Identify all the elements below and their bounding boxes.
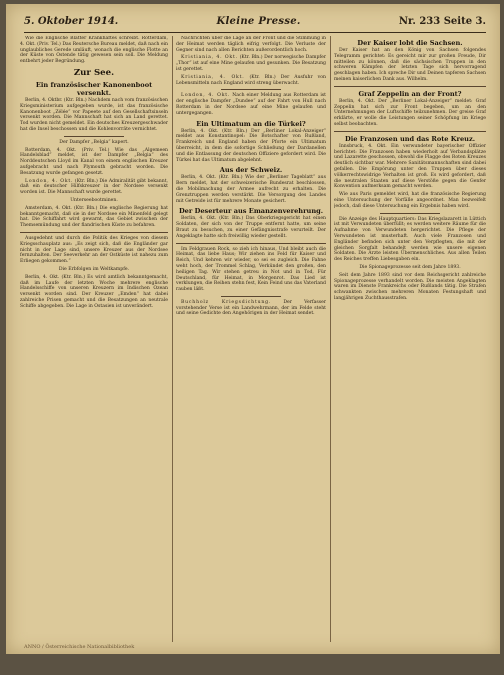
article-headline: Aus der Schweiz.: [219, 166, 283, 175]
article-headline: Unterseebootminen.: [70, 197, 118, 203]
article-text: Wie die Englische Blätter Krankhaftes schreibt. Rotterdam, 4. Okt. (Priv. Tel.) Das Reutersche Bureau meldet, daß nach ein unglaubliches Gerede umläuft, wonach die englische Flotte an der Küste von Ostende tätig gewesen sein soll. Die Meldung entbehrt jeder Begründung.: [20, 36, 168, 65]
right-column: [334, 36, 486, 642]
article-text: Der Kaiser hat an den König von Sachsen folgendes Telegramm gerichtet: Es gereicht mir zur großen Freude, Dir mitteilen zu können, daß die sächsischen Truppen in den schweren Kämpfen der letzten Tage sich hervorragend geschlagen haben. Ich spreche Dir und Deinen tapferen Sachsen meinen kaiserlichen Dank aus. Wilhelm.: [334, 48, 486, 82]
article-headline: Der Kaiser lobt die Sachsen.: [357, 39, 463, 47]
article-text: Amsterdam, 4. Okt. (Ktr. Bln.) Die englische Regierung hat bekanntgemacht, daß sie in der Nordsee ein Minenfeld gelegt hat. Die Schiffahrt wird gewarnt, das Gebiet zwischen der Themsemündung und der flandrischen Küste zu befahren.: [20, 205, 168, 229]
section-heading: Zur See.: [73, 67, 115, 78]
dateline: Buchholz Kriegsdichtung.: [181, 299, 272, 305]
column-divider: [330, 36, 331, 642]
article-body: (Ktr. Bln.) Die Admiralität gibt bekannt, daß ein deutscher Hilfskreuzer in der Nordsee versenkt worden ist. Die Mannschaft wurde gerettet.: [20, 178, 168, 196]
article-text: Nachrichten über die Lage an der Front und die Stimmung in der Heimat werden täglich eifrig verfolgt. Die Verluste der Gegner sind nach allen Berichten außerordentlich hoch.: [176, 36, 326, 53]
dateline: Kristiania, 4. Okt.: [181, 74, 245, 80]
article-text: Berlin, 4. Oktbr. (Ktr. Bln.) Nachdem nach vom französischen Kriegsministerium aufgegeben wurde, ist das französische Kanonenboot „Zélée“ vor Papeete auf den Gesellschaftsinseln versenkt worden. Die Mannschaft hat sich an Land gerettet. Tod wurden nicht gemeldet. Ein deutsches Kreuzergeschwader hat die Insel beschossen und die Kohlenvorräte vernichtet.: [20, 97, 168, 132]
article-text: Seit dem Jahre 1893 sind vor dem Reichsgericht zahlreiche Spionageprozesse verhandelt worden. Die meisten Angeklagten waren im Dienste Frankreichs oder Rußlands tätig. Die Strafen schwankten zwischen mehreren Monaten Festungshaft und langjährigen Zuchthausstrafen.: [334, 272, 486, 301]
article-text: Rotterdam, 4. Okt. (Priv. Tel.) Wie das „Algemeen Handelsblad“ meldet, ist der Dampfer „Belgia“ des Norddeutschen Lloyd im Kanal von einem englischen Kreuzer aufgebracht und nach Plymouth gebracht worden. Die Besatzung wurde gefangen gesetzt.: [20, 147, 168, 176]
divider: [221, 296, 281, 297]
divider: [176, 243, 326, 244]
article-headline: Die Franzosen und das Rote Kreuz.: [345, 134, 475, 143]
issue-number: Nr. 233: [398, 16, 441, 27]
issue-page: [399, 16, 486, 27]
article-body: (Ktr. Bln.) Der Ausfuhr von Lebensmitteln nach England wird streng überwacht.: [176, 74, 326, 86]
newspaper-page: [6, 4, 500, 654]
dateline: London, 4. Okt.: [25, 178, 74, 184]
article-text: Berlin, 4. Okt. (Ktr. Bln.) Der „Berliner Lokal-Anzeiger“ meldet aus Konstantinopel: Die Botschafter von Rußland, Frankreich und England haben der Pforte ein Ultimatum überreicht, in dem die sofortige Schließung der Dardanellen und die Entlassung der deutschen Offiziere gefordert wird. Die Türkei hat das Ultimatum abgelehnt.: [176, 128, 326, 163]
issue-date: 5. Oktober 1914.: [24, 16, 119, 27]
article-text: Berlin, 4. Okt. (Ktr. Bln.) Es wird amtlich bekanntgemacht, daß im Laufe der letzten Woche mehrere englische Handelsschiffe von unseren Kreuzern im Indischen Ozean versenkt worden sind. Der Kreuzer „Emden“ hat dabei zahlreiche Prisen gemacht und die Besatzungen an neutrale Schiffe abgegeben. Die Lage in Ostasien ist unverändert.: [20, 274, 168, 309]
article-headline: Ein französischer Kanonenboot versenkt.: [35, 80, 153, 97]
article-text: Berlin, 4. Okt. (Ktr. Bln.) Das Oberkriegsgericht hat einen Soldaten, der sich von der Truppe entfernt hatte, um seine Braut zu besuchen, zu einer Gefängnisstrafe verurteilt. Der Angeklagte hatte sich freiwillig wieder gestellt.: [176, 216, 326, 239]
column-divider: [172, 36, 173, 642]
article-text: Berlin, 4. Okt. Der „Berliner Lokal-Anzeiger“ meldet: Graf Zeppelin hat sich zur Front begeben, um an den Unternehmungen der Luftschiffe teilzunehmen. Der greise Graf erklärte, er wolle die Leistungen seiner Schöpfung im Kriege selbst beobachten.: [334, 98, 486, 127]
article-headline: Ein Ultimatum an die Türkei?: [196, 119, 306, 128]
article-headline: Der Dampfer „Belgia“ kapert.: [59, 139, 129, 145]
article-text: [176, 93, 326, 116]
newspaper-title: Kleine Presse.: [216, 16, 301, 27]
article-headline: Graf Zeppelin an der Front?: [358, 89, 462, 98]
article-body: Der Verfasser vorstehender Verse ist ein Landwehrmann, der im Felde steht und seine Gedichte den Angehörigen in der Heimat sendet.: [176, 299, 326, 317]
divider: [20, 232, 168, 233]
article-text: Berlin, 4. Okt. (Ktr. Bln.) Wie der „Berliner Tageblatt“ aus Bern meldet, hat der schweizerische Bundesrat beschlossen, die Mobilmachung der Armee aufrecht zu erhalten. Die Grenztruppen werden verstärkt. Die Versorgung des Landes mit Getreide ist für mehrere Monate gesichert.: [176, 175, 326, 204]
article-text: [176, 55, 326, 72]
left-column: [20, 36, 168, 642]
divider: [380, 213, 441, 214]
divider: [334, 131, 486, 132]
divider: [221, 89, 281, 90]
poem-text: Im Feldgrauen Rock, so zieh ich hinaus, Und bleibt auch die Heimat, das liebe Haus; Wir ziehen ins Feld für Kaiser und Reich, Und kehren wir wieder, so sei es zugleich. Die Fahne weht hoch, der Trommel Schlag, Verkündet den großen, den heiligen Tag. Wir stehen getreu in Not und in Tod, Für Deutschland, für Heimat, in Morgenrot. Das Lied ist verklungen, die Reihen stehn fest, Kein Feind uns das Vaterland rauben läßt.: [176, 246, 326, 293]
archive-watermark: ANNO / Österreichische Nationalbibliothek: [24, 644, 135, 650]
article-body: Nach einer Meldung aus Rotterdam ist der englische Dampfer „Dundee“ auf der Fahrt von Hull nach Rotterdam in der Nordsee auf eine Mine gelaufen und untergegangen.: [176, 93, 326, 116]
article-headline: Die Erbfolgen im Weltkampfe.: [58, 266, 130, 272]
dateline: Kristiania, 4. Okt.: [181, 55, 238, 61]
article-text: Wie aus Paris gemeldet wird, hat die französische Regierung eine Untersuchung der Vorfälle angeordnet. Man bezweifelt jedoch, daß diese Untersuchung ein Ergebnis haben wird.: [334, 192, 486, 209]
article-text: [176, 75, 326, 87]
article-headline: Die Spionageprozesse seit dem Jahre 1893.: [359, 264, 461, 270]
article-text: [20, 179, 168, 196]
article-body: (Ktr. Bln.) Der norwegische Dampfer „Thor“ ist auf eine Mine gelaufen und gesunken. Die Besatzung ist gerettet.: [176, 55, 326, 72]
article-text: Ausgedehnt und durch die Politik des Krieges von diesem Kriegsschauplatz aus: „Es zeigt sich, daß die Engländer gar nicht in der Lage sind, unsere Kreuzer aus der Nordsee fernzuhalten. Der Seeverkehr an der Ostküste ist nahezu zum Erliegen gekommen.“: [20, 235, 168, 265]
page-header: [24, 16, 486, 33]
page-number: Seite 3.: [443, 16, 486, 27]
divider: [334, 86, 486, 87]
dateline: London, 4. Okt.: [181, 93, 231, 99]
article-text: Innsbruck, 4. Okt. Ein verwundeter bayerischer Offizier berichtet: Die Franzosen haben wiederholt auf Verbandsplätze und Lazarette geschossen, obwohl die Flagge des Roten Kreuzes deutlich sichtbar war. Mehrere Sanitätsmannschaften sind dabei gefallen. Die Empörung unter den Truppen über dieses völkerrechtswidrige Verhalten ist groß. Es wird gefordert, daß die neutralen Staaten auf diese Verstöße gegen die Genfer Konvention aufmerksam gemacht werden.: [334, 143, 486, 190]
article-text: Die Anzeige des Hauptquartiers: Das Kriegslazarett in Lüttich ist mit Verwundeten überfüllt; es werden weitere Räume für die Aufnahme von Verwundeten hergerichtet. Die Pflege der Verwundeten ist musterhaft. Auch viele Franzosen und Engländer befinden sich unter den Verpflegten, die mit der gleichen Sorgfalt behandelt werden wie unsere eigenen Soldaten. Die Ärzte leisten Übermenschliches. Aus allen Teilen des Reiches treffen Liebesgaben ein.: [334, 216, 486, 263]
article-headline: Der Deserteur aus Emanzenverehrung.: [178, 207, 324, 216]
divider: [64, 136, 123, 137]
article-text: [176, 300, 326, 317]
middle-column: [176, 36, 326, 642]
